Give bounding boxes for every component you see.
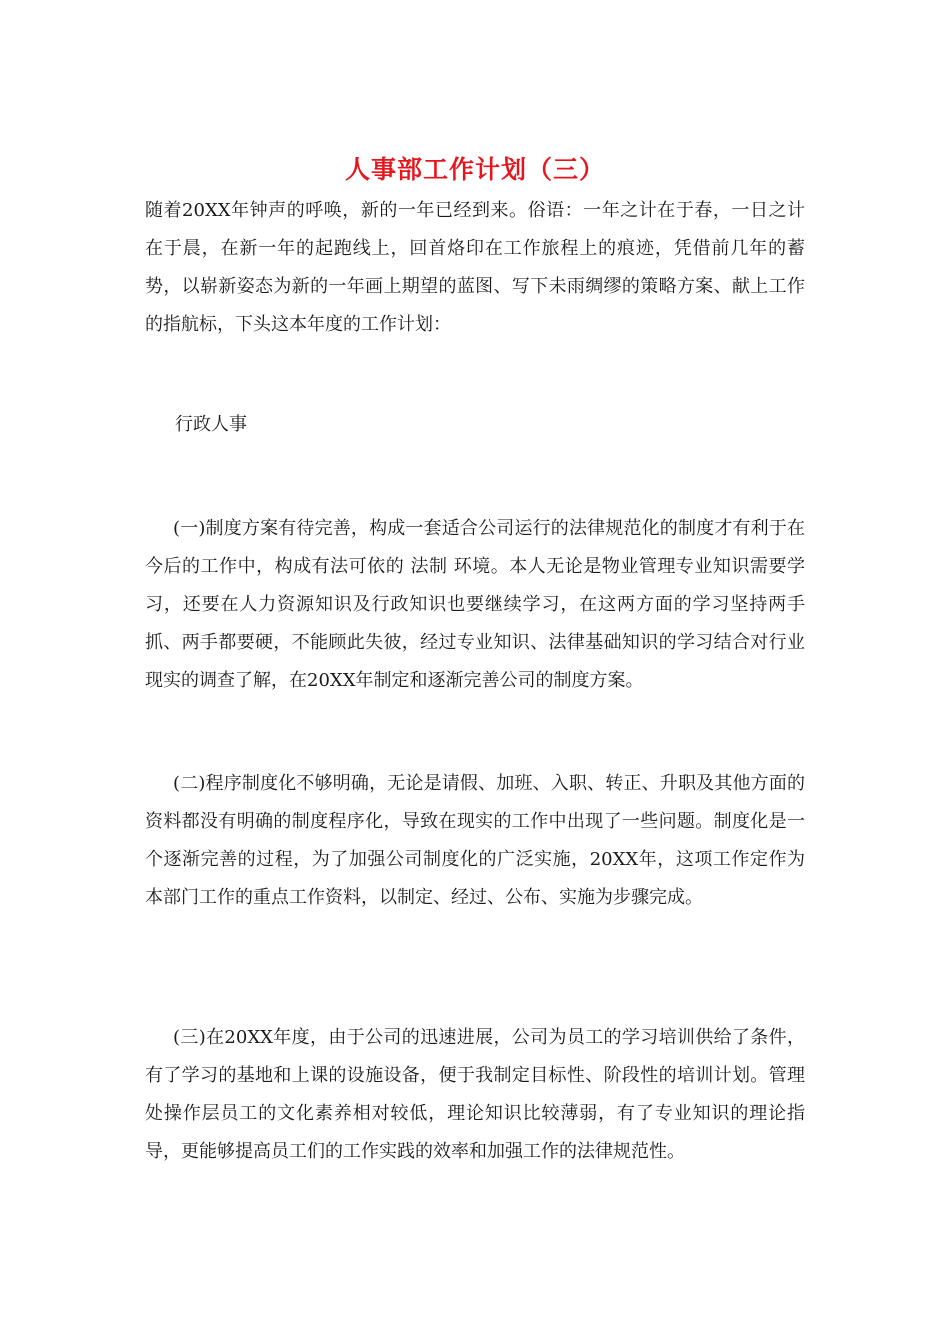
intro-paragraph: 随着20XX年钟声的呼唤，新的一年已经到来。俗语：一年之计在于春，一日之计在于晨，在新一年的起跑线上，回首烙印在工作旅程上的痕迹，凭借前几年的蓄势，以崭新姿态为新的一年画上期望的蓝图、写下未雨绸缪的策略方案、献上工作的指航标，下头这本年度的工作计划： — [145, 200, 805, 335]
document-title: 人事部工作计划（三） — [344, 155, 605, 184]
paragraph-2: (二)程序制度化不够明确，无论是请假、加班、入职、转正、升职及其他方面的资料都没有明确的制度程序化，导致在现实的工作中出现了一些问题。制度化是一个逐渐完善的过程，为了加强公司制度化的广泛实施，20XX年，这项工作定作为本部门工作的重点工作资料，以制定、经过、公布、实施为步骤完成。 — [145, 773, 805, 908]
paragraph-1: (一)制度方案有待完善，构成一套适合公司运行的法律规范化的制度才有利于在今后的工作中，构成有法可依的 法制 环境。本人无论是物业管理专业知识需要学习，还要在人力资源知识及行政知识也要继续学习，在这两方面的学习坚持两手抓、两手都要硬，不能顾此失彼，经过专业知识、法律基础知识的学习结合对行业现实的调查了解，在20XX年制定和逐渐完善公司的制度方案。 — [145, 518, 805, 691]
section-heading: 行政人事 — [175, 414, 247, 435]
paragraph-3: (三)在20XX年度，由于公司的迅速进展，公司为员工的学习培训供给了条件，有了学习的基地和上课的设施设备，便于我制定目标性、阶段性的培训计划。管理处操作层员工的文化素养相对较低，理论知识比较薄弱，有了专业知识的理论指导，更能够提高员工们的工作实践的效率和加强工作的法律规范性。 — [145, 1027, 805, 1162]
